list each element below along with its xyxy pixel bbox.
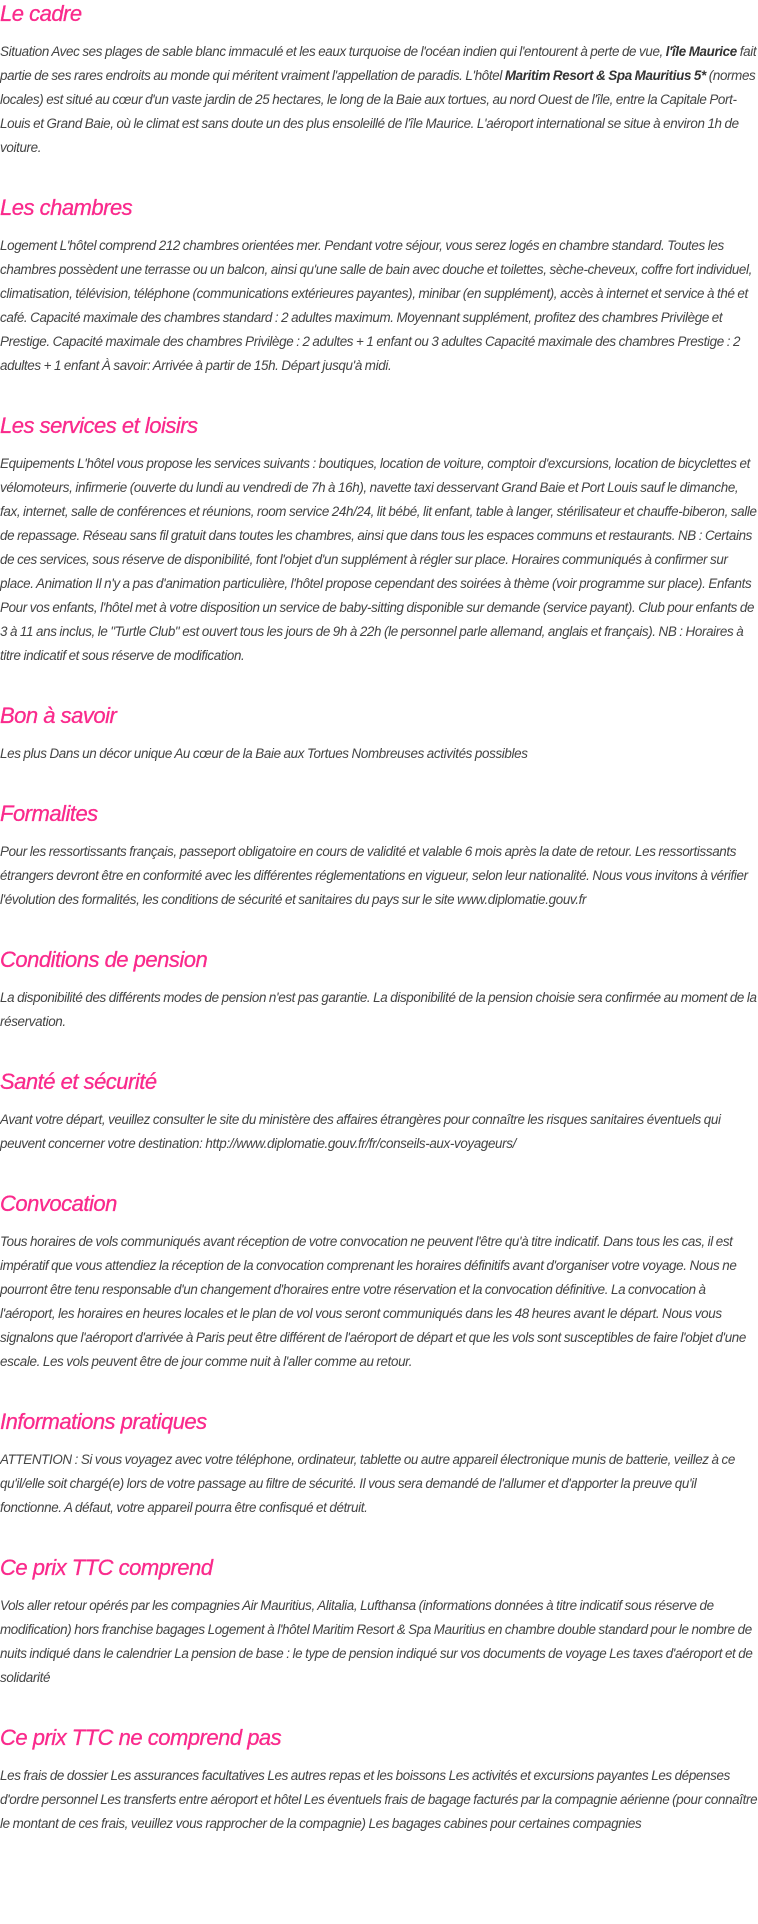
section-body: ATTENTION : Si vous voyagez avec votre téléphone, ordinateur, tablette ou autre appareil électronique munis de batterie, veillez à ce qu'il/elle soit chargé(e) lors de votre passage au filtre de sécurité. Il vous sera demandé de l'allumer et d'apporter la preuve qu'il fonctionne. A défaut, votre appareil pourra être confisqué et détruit. xyxy=(0,1452,735,1515)
section-bon-a-savoir xyxy=(0,702,758,766)
destination-name: l'île Maurice xyxy=(665,44,737,59)
section-body: Logement L'hôtel comprend 212 chambres orientées mer. Pendant votre séjour, vous serez logés en chambre standard. Toutes les chambres possèdent une terrasse ou un balcon, ainsi qu'une salle de bain avec douche et toilettes, sèche-cheveux, coffre fort individuel, climatisation, télévision, téléphone (communications extérieures payantes), minibar (en supplément), accès à internet et service à thé et café. Capacité maximale des chambres standard : 2 adultes maximum. Moyennant supplément, profitez des chambres Privilège et Prestige. Capacité maximale des chambres Privilège : 2 adultes + 1 enfant ou 3 adultes Capacité maximale des chambres Prestige : 2 adultes + 1 enfant À savoir: Arrivée à partir de 15h. Départ jusqu'à midi. xyxy=(0,238,753,373)
body-text: fait partie de ses rares endroits au monde qui méritent vraiment l'appellation de paradis. L'hôtel xyxy=(0,44,757,83)
section-services-loisirs xyxy=(0,412,758,668)
section-les-chambres xyxy=(0,194,758,378)
section-informations-pratiques xyxy=(0,1408,758,1520)
section-title: Ce prix TTC ne comprend pas xyxy=(0,1725,282,1750)
section-title: Bon à savoir xyxy=(0,703,117,728)
body-text: Situation Avec ses plages de sable blanc immaculé et les eaux turquoise de l'océan indien qui l'entourent à perte de vue, xyxy=(0,44,666,59)
section-title: Formalites xyxy=(0,801,98,826)
section-body xyxy=(0,40,758,160)
section-title: Le cadre xyxy=(0,1,82,26)
section-formalites xyxy=(0,800,758,912)
section-conditions-pension xyxy=(0,946,758,1034)
section-body: Pour les ressortissants français, passeport obligatoire en cours de validité et valable 6 mois après la date de retour. Les ressortissants étrangers devront être en conformité avec les différentes réglementations en vigueur, selon leur nationalité. Nous vous invitons à vérifier l'évolution des formalités, les conditions de sécurité et sanitaires du pays sur le site www.diplomatie.gouv.fr xyxy=(0,844,748,907)
section-body: Les plus Dans un décor unique Au cœur de la Baie aux Tortues Nombreuses activités possibles xyxy=(0,746,528,761)
section-body: Les frais de dossier Les assurances facultatives Les autres repas et les boissons Les activités et excursions payantes Les dépenses d'ordre personnel Les transferts entre aéroport et hôtel Les éventuels frais de bagage facturés par la compagnie aérienne (pour connaître le montant de ces frais, veuillez vous rapprocher de la compagnie) Les bagages cabines pour certaines compagnies xyxy=(0,1768,758,1831)
section-title: Les services et loisirs xyxy=(0,413,198,438)
body-text: (normes locales) est situé au cœur d'un vaste jardin de 25 hectares, le long de la Baie aux tortues, au nord Ouest de l'île, entre la Capitale Port-Louis et Grand Baie, où le climat est sans doute un des plus ensoleillé de l'île Maurice. L'aéroport international se situe à environ 1h de voiture. xyxy=(0,68,756,155)
section-body: Vols aller retour opérés par les compagnies Air Mauritius, Alitalia, Lufthansa (informations données à titre indicatif sous réserve de modification) hors franchise bagages Logement à l'hôtel Maritim Resort & Spa Mauritius en chambre double standard pour le nombre de nuits indiqué dans le calendrier La pension de base : le type de pension indiqué sur vos documents de voyage Les taxes d'aéroport et de solidarité xyxy=(0,1598,753,1685)
section-body: Tous horaires de vols communiqués avant réception de votre convocation ne peuvent l'être qu'à titre indicatif. Dans tous les cas, il est impératif que vous attendiez la réception de la convocation comprenant les horaires définitifs avant d'organiser votre voyage. Nous ne pourront être tenu responsable d'un changement d'horaires entre votre réservation et la convocation définitive. La convocation à l'aéroport, les horaires en heures locales et le plan de vol vous seront communiqués dans les 48 heures avant le départ. Nous vous signalons que l'aéroport d'arrivée à Paris peut être différent de l'aéroport de départ et que les vols sont susceptibles de faire l'objet d'une escale. Les vols peuvent être de jour comme nuit à l'aller comme au retour. xyxy=(0,1234,746,1369)
section-prix-comprend xyxy=(0,1554,758,1690)
section-le-cadre xyxy=(0,0,758,160)
section-sante-securite xyxy=(0,1068,758,1156)
section-title: Les chambres xyxy=(0,195,133,220)
section-convocation xyxy=(0,1190,758,1374)
section-title: Convocation xyxy=(0,1191,117,1216)
section-body: Equipements L'hôtel vous propose les services suivants : boutiques, location de voiture, comptoir d'excursions, location de bicyclettes et vélomoteurs, infirmerie (ouverte du lundi au vendredi de 7h à 16h), navette taxi desservant Grand Baie et Port Louis sauf le dimanche, fax, internet, salle de conférences et réunions, room service 24h/24, lit bébé, lit enfant, table à langer, stérilisateur et chauffe-biberon, salle de repassage. Réseau sans fil gratuit dans toutes les chambres, ainsi que dans tous les espaces communs et restaurants. NB : Certains de ces services, sous réserve de disponibilité, font l'objet d'un supplément à régler sur place. Horaires communiqués à confirmer sur place. Animation Il n'y a pas d'animation particulière, l'hôtel propose cependant des soirées à thème (voir programme sur place). Enfants Pour vos enfants, l'hôtel met à votre disposition un service de baby-sitting disponible sur demande (service payant). Club pour enfants de 3 à 11 ans inclus, le "Turtle Club" est ouvert tous les jours de 9h à 22h (le personnel parle allemand, anglais et français). NB : Horaires à titre indicatif et sous réserve de modification. xyxy=(0,456,757,663)
section-title: Conditions de pension xyxy=(0,947,208,972)
section-title: Informations pratiques xyxy=(0,1409,207,1434)
section-body: Avant votre départ, veuillez consulter le site du ministère des affaires étrangères pour connaître les risques sanitaires éventuels qui peuvent concerner votre destination: http://www.diplomatie.gouv.fr/fr/conseils-aux-voyageurs/ xyxy=(0,1112,721,1151)
section-body: La disponibilité des différents modes de pension n'est pas garantie. La disponibilité de la pension choisie sera confirmée au moment de la réservation. xyxy=(0,990,757,1029)
section-title: Ce prix TTC comprend xyxy=(0,1555,213,1580)
hotel-name: Maritim Resort & Spa Mauritius 5* xyxy=(504,68,706,83)
section-prix-ne-comprend-pas xyxy=(0,1724,758,1836)
section-title: Santé et sécurité xyxy=(0,1069,157,1094)
